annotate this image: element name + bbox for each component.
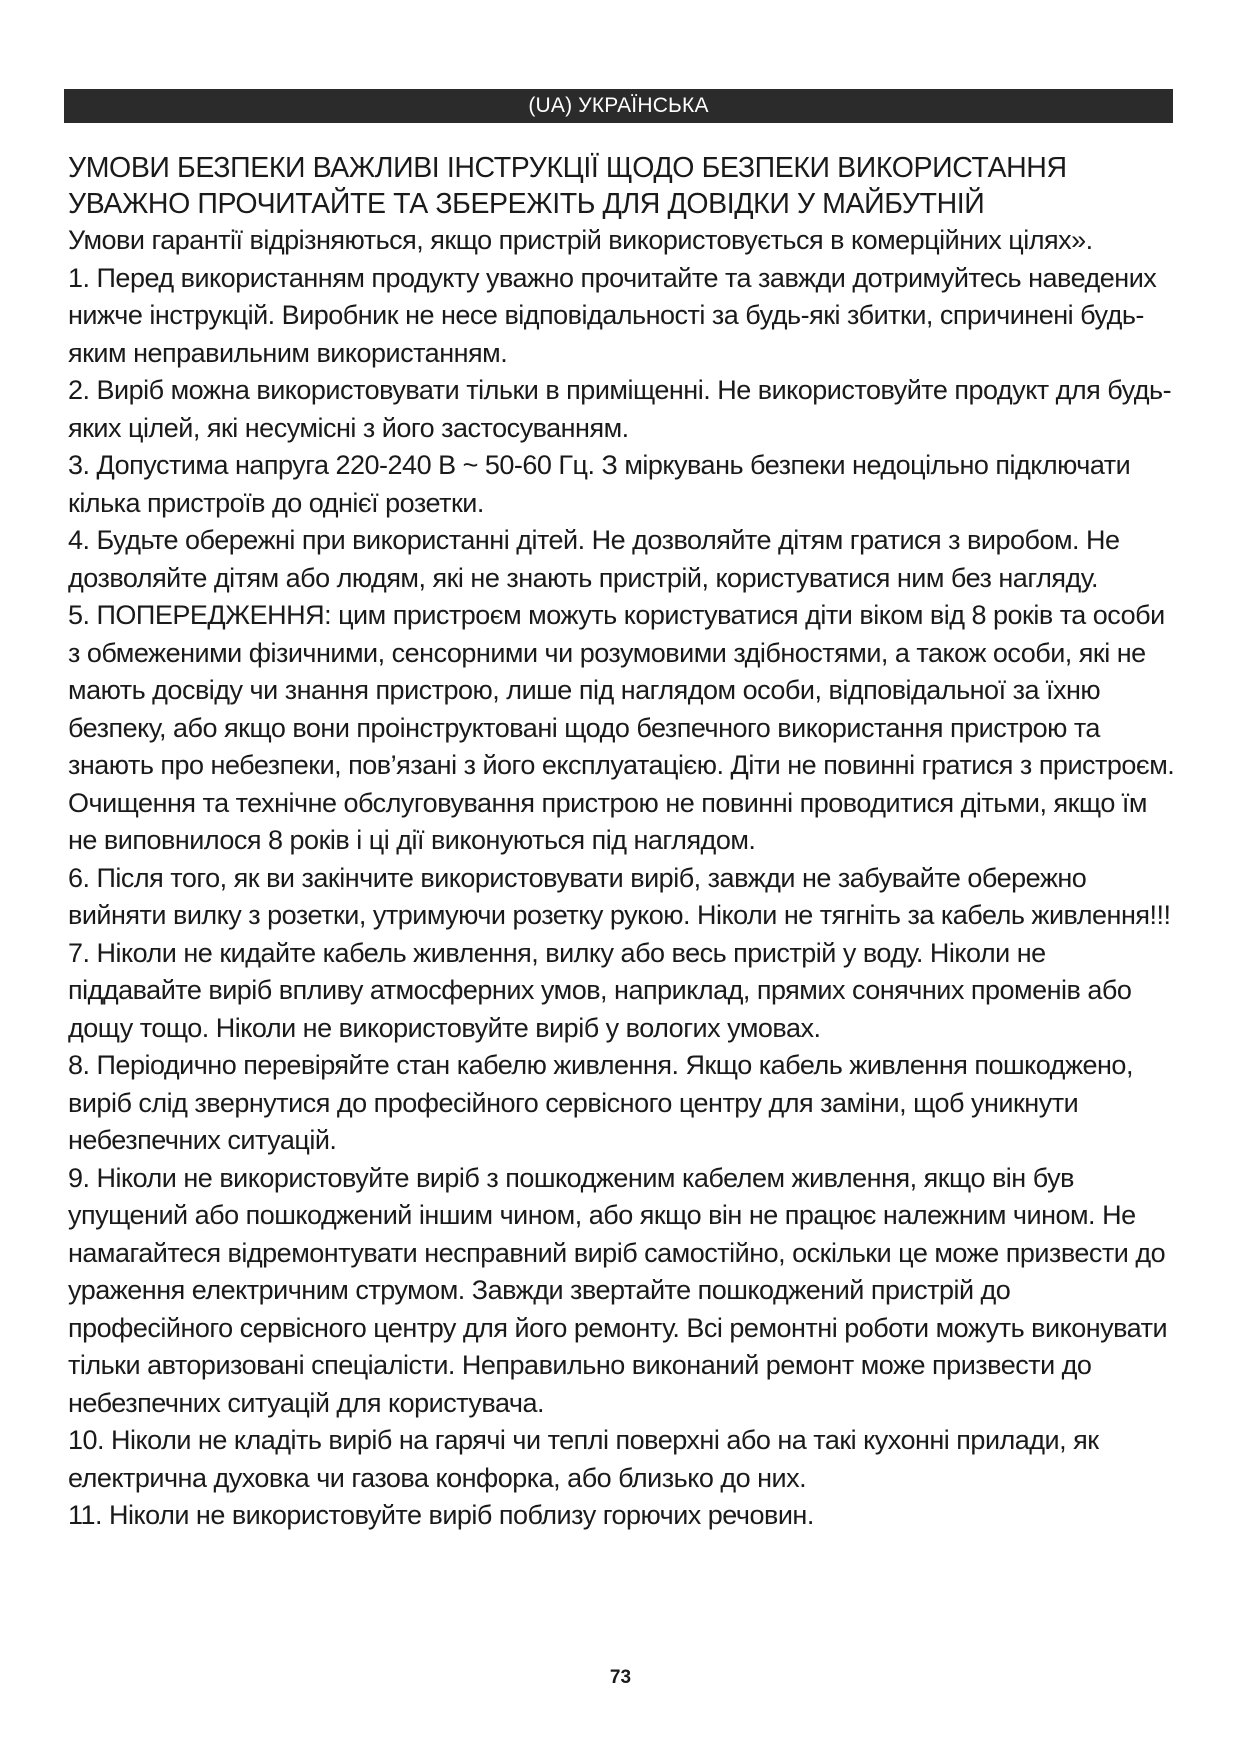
- safety-item-11: 11. Ніколи не використовуйте виріб поблизу горючих речовин.: [68, 1500, 814, 1530]
- warranty-note: Умови гарантії відрізняються, якщо пристрій використовується в комерційних цілях».: [68, 225, 1093, 255]
- safety-title-line-2: УВАЖНО ПРОЧИТАЙТЕ ТА ЗБЕРЕЖІТЬ ДЛЯ ДОВІДКИ У МАЙБУТНІЙ: [68, 188, 985, 220]
- safety-item-7: 7. Ніколи не кидайте кабель живлення, вилку або весь пристрій у воду. Ніколи не піддавайте виріб впливу атмосферних умов, наприклад, прямих сонячних променів або дощу тощо. Ніколи не використовуйте виріб у вологих умовах.: [68, 937, 1132, 1043]
- safety-item-1: 1. Перед використанням продукту уважно прочитайте та завжди дотримуйтесь наведених нижче інструкцій. Виробник не несе відповідальності за будь-які збитки, спричинені будь-яким неправильним використанням.: [68, 262, 1157, 368]
- safety-item-8: 8. Періодично перевіряйте стан кабелю живлення. Якщо кабель живлення пошкоджено, виріб слід звернутися до професійного сервісного центру для заміни, щоб уникнути небезпечних ситуацій.: [68, 1050, 1133, 1155]
- safety-item-3: 3. Допустима напруга 220-240 В ~ 50-60 Гц. З міркувань безпеки недоцільно підключати кілька пристроїв до однієї розетки.: [68, 450, 1131, 518]
- safety-item-10: 10. Ніколи не кладіть виріб на гарячі чи теплі поверхні або на такі кухонні прилади, як електрична духовка чи газова конфорка, або близько до них.: [68, 1425, 1099, 1493]
- safety-item-6: 6. Після того, як ви закінчите використовувати виріб, завжди не забувайте обережно вийняти вилку з розетки, утримуючи розетку рукою. Ніколи не тягніть за кабель живлення!!!: [68, 862, 1171, 930]
- safety-item-9: 9. Ніколи не використовуйте виріб з пошкодженим кабелем живлення, якщо він був упущений або пошкоджений іншим чином, або якщо він не працює належним чином. Не намагайтеся відремонтувати несправний виріб самостійно, оскільки це може призвести до ураження електричним струмом. Завжди звертайте пошкоджений пристрій до професійного сервісного центру для його ремонту. Всі ремонтні роботи можуть виконувати тільки авторизовані спеціалісти. Неправильно виконаний ремонт може призвести до небезпечних ситуацій для користувача.: [68, 1162, 1168, 1418]
- safety-item-4: 4. Будьте обережні при використанні дітей. Не дозволяйте дітям гратися з виробом. Не дозволяйте дітям або людям, які не знають пристрій, користуватися ним без нагляду.: [68, 525, 1120, 593]
- safety-item-2: 2. Виріб можна використовувати тільки в приміщенні. Не використовуйте продукт для будь-яких цілей, які несумісні з його застосуванням.: [68, 375, 1172, 443]
- language-header: (UA) УКРАЇНСЬКА: [64, 89, 1173, 123]
- safety-title-line-1: УМОВИ БЕЗПЕКИ ВАЖЛИВІ ІНСТРУКЦІЇ ЩОДО БЕЗПЕКИ ВИКОРИСТАННЯ: [68, 152, 1067, 184]
- document-body: [68, 150, 1178, 1535]
- safety-item-5: 5. ПОПЕРЕДЖЕННЯ: цим пристроєм можуть користуватися діти віком від 8 років та особи з обмеженими фізичними, сенсорними чи розумовими здібностями, а також особи, які не мають досвіду чи знання пристрою, лише під наглядом особи, відповідальної за їхню безпеку, або якщо вони проінструктовані щодо безпечного використання пристрою та знають про небезпеки, пов’язані з його експлуатацією. Діти не повинні гратися з пристроєм. Очищення та технічне обслуговування пристрою не повинні проводитися дітьми, якщо їм не виповнилося 8 років і ці дії виконуються під наглядом.: [68, 600, 1175, 855]
- page-number: 73: [609, 1667, 632, 1688]
